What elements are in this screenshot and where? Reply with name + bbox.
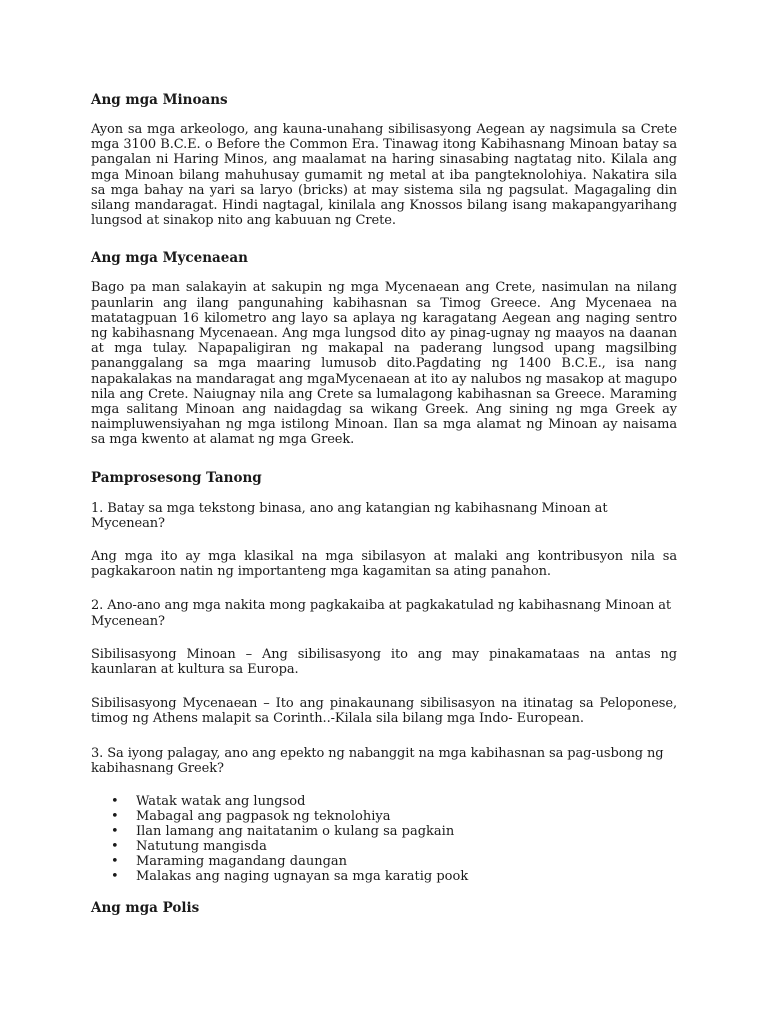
bullet-icon: • <box>111 869 119 885</box>
question-2: 2. Ano-ano ang mga nakita mong pagkakaiba at pagkakatulad ng kabihasnang Minoan at Mycenean? <box>91 598 672 629</box>
document-page <box>91 92 677 916</box>
heading-polis: Ang mga Polis <box>91 900 200 917</box>
list-item: • Malakas ang naging ugnayan sa mga karatig pook <box>111 869 469 885</box>
list-item: • Mabagal ang pagpasok ng teknolohiya <box>111 809 391 825</box>
heading-questions: Pamprosesong Tanong <box>91 469 262 486</box>
heading-mycenaean: Ang mga Mycenaean <box>91 250 248 267</box>
list-item: • Maraming magandang daungan <box>111 854 348 870</box>
bullet-icon: • <box>111 809 119 825</box>
list-item: • Ilan lamang ang naitatanim o kulang sa pagkain <box>111 824 455 840</box>
question-3: 3. Sa iyong palagay, ano ang epekto ng nabanggit na mga kabihasnan sa pag-usbong ng kabihasnang Greek? <box>91 745 664 776</box>
bullet-icon: • <box>111 794 119 810</box>
answer-3-list <box>91 794 677 884</box>
paragraph-mycenaean: Bago pa man salakayin at sakupin ng mga Mycenaean ang Crete, nasimulan na nilang paunlarin ang ilang pangunahing kabihasnan sa Timog Greece. Ang Mycenaea na matatagpuan 16 kilometro ang layo sa aplaya ng karagatang Aegean ang naging sentro ng kabihasnang Mycenaean. Ang mga lungsod dito ay pinag-ugnay ng maayos na daanan at mga tulay. Napapaligiran ng makapal na paderang lungsod upang magsilbing pananggalang sa mga maaring lumusob dito.Pagdating ng 1400 B.C.E., isa nang napakalakas na mandaragat ang mgaMycenaean at ito ay nalubos ng masakop at magupo nila ang Crete. Naiugnay nila ang Crete sa lumalagong kabihasnan sa Greece. Maraming mga salitang Minoan ang naidagdag sa wikang Greek. Ang sining ng mga Greek ay naimpluwensiyahan ng mga istilong Minoan. Ilan sa mga alamat ng Minoan ay naisama sa mga kwento at alamat ng mga Greek. <box>91 280 677 448</box>
list-item: • Natutung mangisda <box>111 839 267 855</box>
answer-1: Ang mga ito ay mga klasikal na mga sibilasyon at malaki ang kontribusyon nila sa pagkakaroon natin ng importanteng mga kagamitan sa ating panahon. <box>91 549 677 580</box>
list-item: • Watak watak ang lungsod <box>111 794 306 810</box>
answer-2-mycenaean: Sibilisasyong Mycenaean – Ito ang pinakaunang sibilisasyon na itinatag sa Peloponese, timog ng Athens malapit sa Corinth..-Kilala sila bilang mga Indo- European. <box>91 696 677 727</box>
answer-2-minoan: Sibilisasyong Minoan – Ang sibilisasyong ito ang may pinakamataas na antas ng kaunlaran at kultura sa Europa. <box>91 646 677 678</box>
question-1: 1. Batay sa mga tekstong binasa, ano ang katangian ng kabihasnang Minoan at Mycenean? <box>91 500 608 531</box>
bullet-icon: • <box>111 839 119 855</box>
bullet-icon: • <box>111 854 119 870</box>
bullet-icon: • <box>111 824 119 840</box>
paragraph-minoans: Ayon sa mga arkeologo, ang kauna-unahang sibilisasyong Aegean ay nagsimula sa Crete mga 3100 B.C.E. o Before the Common Era. Tinawag itong Kabihasnang Minoan batay sa pangalan ni Haring Minos, ang maalamat na haring sinasabing nagtatag nito. Kilala ang mga Minoan bilang mahuhusay gumamit ng metal at iba pangteknolohiya. Nakatira sila sa mga bahay na yari sa laryo (bricks) at may sistema sila ng pagsulat. Magagaling din silang mandaragat. Hindi nagtagal, kinilala ang Knossos bilang isang makapangyarihang lungsod at sinakop nito ang kabuuan ng Crete. <box>91 122 677 229</box>
heading-minoans: Ang mga Minoans <box>91 92 228 108</box>
